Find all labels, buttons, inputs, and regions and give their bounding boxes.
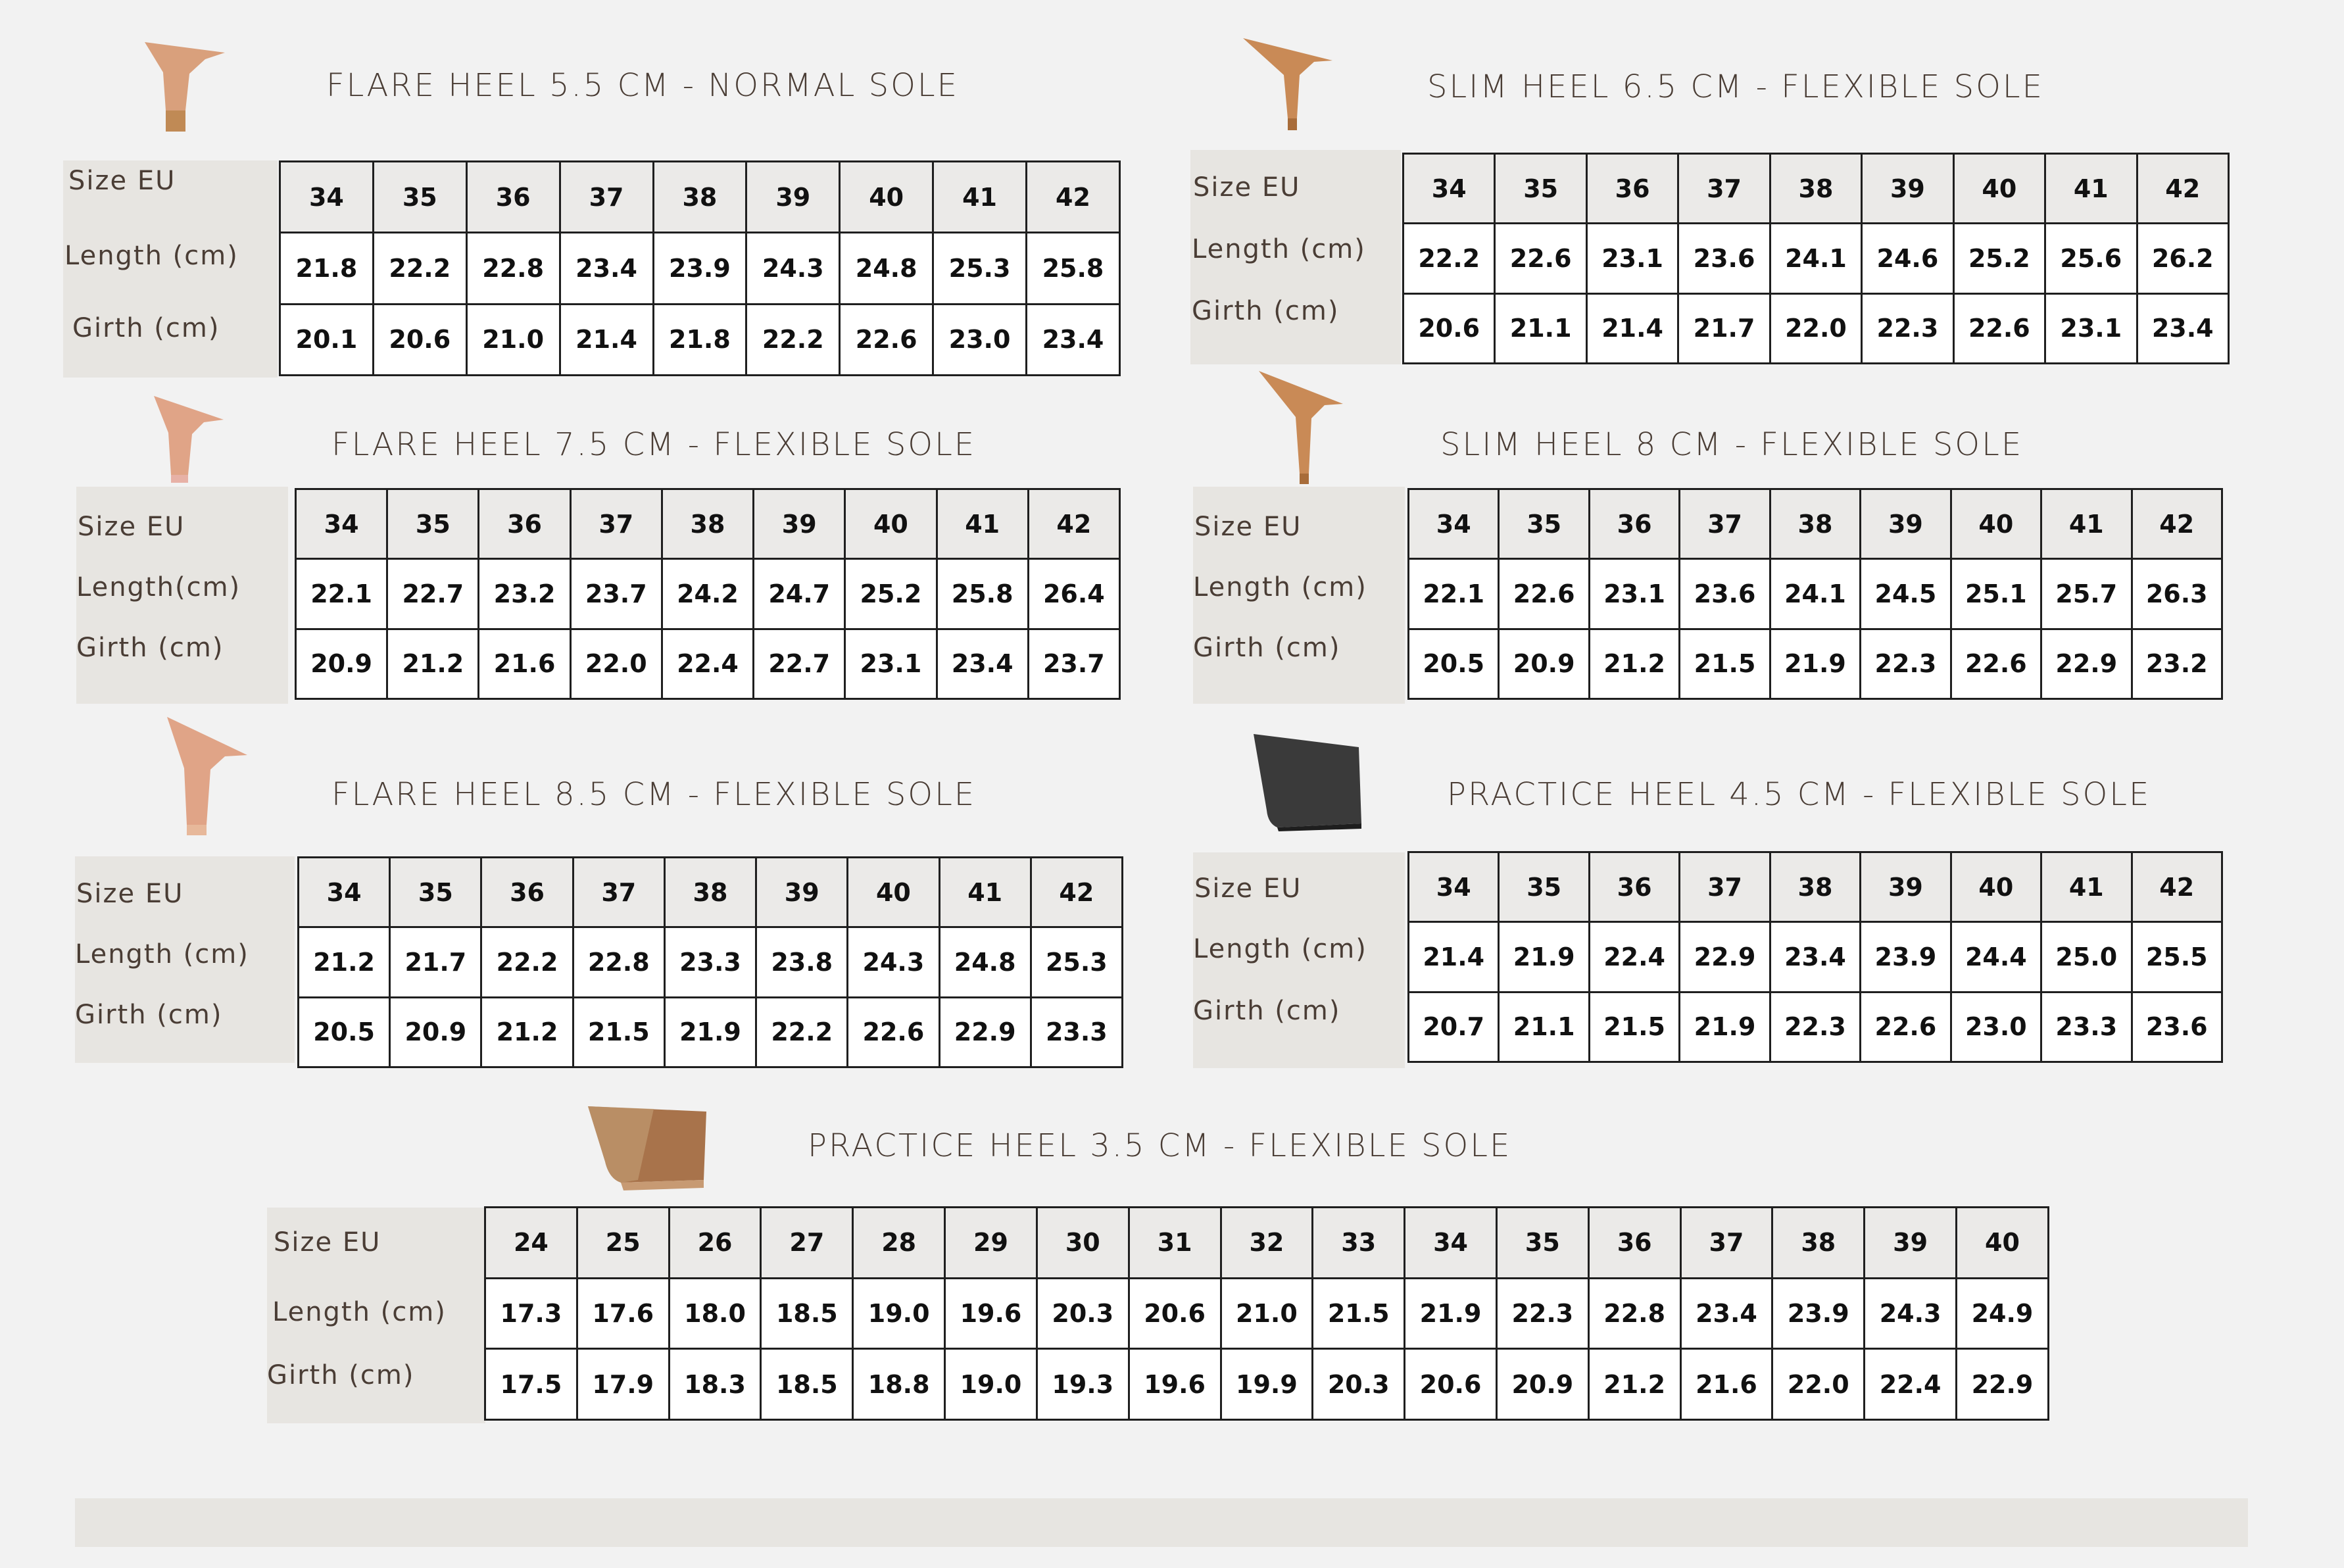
length-cell: 24.6 [1862, 224, 1953, 293]
size-table [295, 488, 1121, 700]
size-cell: 42 [2137, 154, 2229, 224]
size-cell: 35 [373, 162, 466, 233]
size-cell: 30 [1037, 1208, 1129, 1279]
size-cell: 25 [577, 1208, 669, 1279]
girth-cell: 22.6 [840, 304, 933, 375]
girth-cell: 18.8 [853, 1349, 945, 1420]
size-cell: 36 [1589, 852, 1679, 922]
length-cell: 25.5 [2132, 922, 2222, 992]
size-cell: 26 [669, 1208, 761, 1279]
length-cell: 24.1 [1770, 224, 1861, 293]
heel-title: FLARE HEEL 8.5 CM - FLEXIBLE SOLE [331, 776, 977, 813]
length-cell: 23.1 [1586, 224, 1678, 293]
length-label: Length (cm) [1193, 934, 1367, 964]
size-cell: 40 [840, 162, 933, 233]
size-cell: 29 [945, 1208, 1037, 1279]
girth-cell: 23.1 [2045, 293, 2137, 363]
girth-cell: 22.6 [1861, 992, 1951, 1062]
heel-title: PRACTICE HEEL 3.5 CM - FLEXIBLE SOLE [808, 1127, 1512, 1164]
girth-cell: 21.9 [1680, 992, 1770, 1062]
length-cell: 23.1 [1589, 559, 1679, 629]
girth-cell: 23.4 [937, 629, 1028, 698]
length-cell: 25.3 [933, 233, 1027, 304]
size-cell: 34 [1409, 489, 1499, 559]
girth-cell: 22.6 [1953, 293, 2045, 363]
size-cell: 33 [1313, 1208, 1405, 1279]
length-cell: 23.2 [479, 559, 570, 629]
size-eu-label: Size EU [274, 1227, 381, 1258]
heel-title: FLARE HEEL 5.5 CM - NORMAL SOLE [326, 67, 959, 104]
length-cell: 22.9 [1680, 922, 1770, 992]
size-table [484, 1206, 2049, 1421]
girth-row [1404, 293, 2229, 363]
size-cell: 40 [1951, 489, 2041, 559]
size-cell: 35 [1499, 852, 1589, 922]
size-cell: 34 [299, 858, 390, 927]
length-cell: 17.3 [485, 1278, 577, 1349]
size-cell: 37 [573, 858, 664, 927]
size-cell: 39 [1865, 1208, 1957, 1279]
flare-heel-icon [162, 714, 251, 838]
size-cell: 42 [2132, 489, 2222, 559]
practice-heel-icon [1251, 731, 1367, 831]
size-cell: 37 [1680, 852, 1770, 922]
girth-cell: 20.9 [1496, 1349, 1588, 1420]
size-cell: 41 [937, 489, 1028, 559]
size-cell: 38 [653, 162, 746, 233]
girth-label: Girth (cm) [72, 313, 220, 343]
length-cell: 24.7 [754, 559, 845, 629]
length-cell: 25.7 [2041, 559, 2132, 629]
length-label: Length (cm) [272, 1297, 447, 1327]
girth-label: Girth (cm) [76, 633, 224, 663]
girth-cell: 21.6 [479, 629, 570, 698]
girth-cell: 23.1 [845, 629, 937, 698]
length-cell: 22.8 [573, 927, 664, 997]
girth-cell: 21.1 [1495, 293, 1586, 363]
girth-cell: 20.5 [1409, 629, 1499, 698]
length-cell: 22.1 [296, 559, 387, 629]
length-cell: 19.6 [945, 1278, 1037, 1349]
length-cell: 24.9 [1957, 1278, 2049, 1349]
length-cell: 22.6 [1499, 559, 1589, 629]
length-cell: 25.0 [2041, 922, 2132, 992]
girth-cell: 23.4 [1027, 304, 1120, 375]
size-table [297, 856, 1123, 1068]
size-cell: 27 [761, 1208, 853, 1279]
heel-title: SLIM HEEL 6.5 CM - FLEXIBLE SOLE [1427, 68, 2044, 105]
length-cell: 22.8 [466, 233, 560, 304]
girth-cell: 22.0 [570, 629, 662, 698]
length-cell: 25.2 [845, 559, 937, 629]
size-cell: 38 [1770, 852, 1860, 922]
length-cell: 24.8 [939, 927, 1031, 997]
length-label: Length (cm) [1192, 234, 1366, 264]
length-cell: 23.3 [664, 927, 756, 997]
size-eu-label: Size EU [1194, 512, 1302, 542]
size-cell: 36 [466, 162, 560, 233]
girth-cell: 22.2 [746, 304, 840, 375]
length-cell: 19.0 [853, 1278, 945, 1349]
girth-cell: 22.2 [756, 997, 848, 1067]
size-cell: 34 [1405, 1208, 1497, 1279]
length-cell: 21.9 [1405, 1278, 1497, 1349]
length-cell: 24.3 [746, 233, 840, 304]
girth-cell: 22.4 [1865, 1349, 1957, 1420]
girth-cell: 23.3 [1031, 997, 1122, 1067]
girth-cell: 23.0 [1951, 992, 2041, 1062]
length-row [1409, 922, 2222, 992]
size-cell: 40 [1957, 1208, 2049, 1279]
length-row [485, 1278, 2049, 1349]
girth-label: Girth (cm) [267, 1360, 415, 1390]
girth-cell: 19.6 [1129, 1349, 1221, 1420]
size-cell: 36 [1586, 154, 1678, 224]
size-cell: 42 [1028, 489, 1119, 559]
size-cell: 24 [485, 1208, 577, 1279]
length-cell: 23.6 [1680, 559, 1770, 629]
girth-cell: 20.1 [280, 304, 374, 375]
heel-title: PRACTICE HEEL 4.5 CM - FLEXIBLE SOLE [1447, 776, 2151, 813]
size-table [279, 160, 1121, 376]
size-cell: 37 [560, 162, 653, 233]
size-cell: 40 [1953, 154, 2045, 224]
size-eu-label: Size EU [76, 879, 184, 909]
size-row [280, 162, 1120, 233]
size-cell: 40 [848, 858, 939, 927]
girth-cell: 18.3 [669, 1349, 761, 1420]
length-cell: 24.4 [1951, 922, 2041, 992]
length-cell: 21.0 [1221, 1278, 1313, 1349]
girth-cell: 21.2 [1588, 1349, 1680, 1420]
girth-cell: 21.0 [466, 304, 560, 375]
size-row [296, 489, 1120, 559]
girth-cell: 19.3 [1037, 1349, 1129, 1420]
length-cell: 25.8 [1027, 233, 1120, 304]
size-row [299, 858, 1123, 927]
length-label: Length (cm) [1193, 572, 1367, 602]
length-row [1409, 559, 2222, 629]
size-cell: 38 [1772, 1208, 1865, 1279]
flare-heel-icon [139, 39, 232, 135]
girth-row [1409, 992, 2222, 1062]
size-row [1404, 154, 2229, 224]
size-cell: 40 [845, 489, 937, 559]
length-cell: 26.4 [1028, 559, 1119, 629]
girth-cell: 17.5 [485, 1349, 577, 1420]
girth-cell: 22.0 [1770, 293, 1861, 363]
size-cell: 39 [1862, 154, 1953, 224]
girth-cell: 21.5 [573, 997, 664, 1067]
girth-cell: 20.6 [373, 304, 466, 375]
size-cell: 41 [933, 162, 1027, 233]
size-cell: 35 [1499, 489, 1589, 559]
size-cell: 32 [1221, 1208, 1313, 1279]
length-cell: 22.2 [481, 927, 573, 997]
length-cell: 18.0 [669, 1278, 761, 1349]
size-cell: 36 [481, 858, 573, 927]
size-table [1407, 488, 2223, 700]
girth-cell: 17.9 [577, 1349, 669, 1420]
size-row [1409, 489, 2222, 559]
girth-cell: 21.9 [664, 997, 756, 1067]
size-cell: 37 [1678, 154, 1770, 224]
size-cell: 41 [939, 858, 1031, 927]
girth-label: Girth (cm) [1193, 633, 1341, 663]
length-cell: 25.3 [1031, 927, 1122, 997]
girth-cell: 21.2 [387, 629, 479, 698]
length-cell: 20.3 [1037, 1278, 1129, 1349]
size-cell: 28 [853, 1208, 945, 1279]
size-cell: 38 [664, 858, 756, 927]
size-cell: 39 [1861, 489, 1951, 559]
girth-cell: 21.7 [1678, 293, 1770, 363]
size-cell: 39 [754, 489, 845, 559]
length-cell: 20.6 [1129, 1278, 1221, 1349]
length-cell: 22.2 [1404, 224, 1495, 293]
girth-row [280, 304, 1120, 375]
length-cell: 21.5 [1313, 1278, 1405, 1349]
size-eu-label: Size EU [1193, 172, 1301, 203]
length-cell: 24.2 [662, 559, 753, 629]
slim-heel-icon [1240, 34, 1339, 133]
size-cell: 31 [1129, 1208, 1221, 1279]
size-cell: 42 [2132, 852, 2222, 922]
size-eu-label: Size EU [78, 512, 185, 542]
girth-cell: 23.7 [1028, 629, 1119, 698]
girth-cell: 22.9 [939, 997, 1031, 1067]
girth-cell: 20.9 [390, 997, 481, 1067]
slim-heel-icon [1255, 368, 1347, 485]
length-cell: 23.7 [570, 559, 662, 629]
length-label: Length(cm) [76, 572, 241, 602]
size-table [1402, 153, 2230, 364]
girth-row [1409, 629, 2222, 698]
size-cell: 41 [2041, 852, 2132, 922]
girth-cell: 22.3 [1862, 293, 1953, 363]
length-cell: 22.2 [373, 233, 466, 304]
length-cell: 23.4 [560, 233, 653, 304]
girth-cell: 20.6 [1405, 1349, 1497, 1420]
size-cell: 41 [2045, 154, 2137, 224]
girth-cell: 20.7 [1409, 992, 1499, 1062]
size-cell: 42 [1027, 162, 1120, 233]
girth-cell: 21.9 [1770, 629, 1860, 698]
length-cell: 26.2 [2137, 224, 2229, 293]
size-cell: 37 [1680, 1208, 1772, 1279]
girth-row [485, 1349, 2049, 1420]
girth-cell: 21.5 [1589, 992, 1679, 1062]
size-cell: 38 [1770, 489, 1860, 559]
length-cell: 24.1 [1770, 559, 1860, 629]
length-cell: 21.7 [390, 927, 481, 997]
girth-cell: 19.0 [945, 1349, 1037, 1420]
girth-cell: 22.6 [848, 997, 939, 1067]
length-cell: 26.3 [2132, 559, 2222, 629]
girth-cell: 21.4 [560, 304, 653, 375]
girth-label: Girth (cm) [1192, 296, 1340, 326]
length-cell: 21.4 [1409, 922, 1499, 992]
length-cell: 25.2 [1953, 224, 2045, 293]
practice-heel-icon [585, 1102, 710, 1192]
length-cell: 23.4 [1680, 1278, 1772, 1349]
girth-row [299, 997, 1123, 1067]
size-cell: 34 [1409, 852, 1499, 922]
girth-cell: 20.9 [1499, 629, 1589, 698]
size-cell: 39 [746, 162, 840, 233]
size-eu-label: Size EU [68, 166, 176, 196]
size-cell: 34 [280, 162, 374, 233]
size-cell: 40 [1951, 852, 2041, 922]
length-cell: 23.9 [1861, 922, 1951, 992]
girth-cell: 19.9 [1221, 1349, 1313, 1420]
girth-label: Girth (cm) [75, 1000, 223, 1030]
girth-cell: 22.0 [1772, 1349, 1865, 1420]
size-cell: 35 [1495, 154, 1586, 224]
girth-cell: 21.5 [1680, 629, 1770, 698]
length-row [280, 233, 1120, 304]
size-cell: 41 [2041, 489, 2132, 559]
girth-cell: 22.9 [2041, 629, 2132, 698]
size-cell: 37 [570, 489, 662, 559]
girth-row [296, 629, 1120, 698]
size-cell: 38 [662, 489, 753, 559]
heel-title: FLARE HEEL 7.5 CM - FLEXIBLE SOLE [331, 426, 977, 463]
length-cell: 22.1 [1409, 559, 1499, 629]
length-cell: 22.6 [1495, 224, 1586, 293]
girth-cell: 23.3 [2041, 992, 2132, 1062]
girth-cell: 21.2 [1589, 629, 1679, 698]
size-cell: 36 [1588, 1208, 1680, 1279]
girth-cell: 21.1 [1499, 992, 1589, 1062]
girth-label: Girth (cm) [1193, 996, 1341, 1026]
heel-title: SLIM HEEL 8 CM - FLEXIBLE SOLE [1440, 426, 2024, 463]
size-cell: 35 [387, 489, 479, 559]
length-cell: 22.4 [1589, 922, 1679, 992]
length-cell: 24.5 [1861, 559, 1951, 629]
girth-cell: 21.6 [1680, 1349, 1772, 1420]
length-cell: 21.8 [280, 233, 374, 304]
girth-cell: 20.3 [1313, 1349, 1405, 1420]
girth-cell: 20.9 [296, 629, 387, 698]
length-cell: 21.2 [299, 927, 390, 997]
girth-cell: 23.0 [933, 304, 1027, 375]
size-cell: 34 [296, 489, 387, 559]
length-cell: 24.3 [1865, 1278, 1957, 1349]
length-cell: 23.8 [756, 927, 848, 997]
size-cell: 34 [1404, 154, 1495, 224]
girth-cell: 22.3 [1861, 629, 1951, 698]
girth-cell: 22.3 [1770, 992, 1860, 1062]
length-cell: 23.4 [1770, 922, 1860, 992]
size-cell: 35 [390, 858, 481, 927]
size-cell: 39 [1861, 852, 1951, 922]
girth-cell: 20.6 [1404, 293, 1495, 363]
length-cell: 24.8 [840, 233, 933, 304]
girth-cell: 23.2 [2132, 629, 2222, 698]
length-cell: 23.9 [653, 233, 746, 304]
girth-cell: 23.4 [2137, 293, 2229, 363]
size-row [1409, 852, 2222, 922]
length-cell: 23.9 [1772, 1278, 1865, 1349]
size-cell: 36 [1589, 489, 1679, 559]
girth-cell: 22.4 [662, 629, 753, 698]
length-label: Length (cm) [64, 241, 239, 271]
girth-cell: 18.5 [761, 1349, 853, 1420]
length-cell: 25.6 [2045, 224, 2137, 293]
length-cell: 22.7 [387, 559, 479, 629]
girth-cell: 21.8 [653, 304, 746, 375]
length-cell: 24.3 [848, 927, 939, 997]
size-eu-label: Size EU [1194, 873, 1302, 904]
length-row [299, 927, 1123, 997]
length-row [1404, 224, 2229, 293]
flare-heel-icon [150, 393, 228, 485]
size-cell: 42 [1031, 858, 1122, 927]
footer-bar [75, 1498, 2248, 1547]
girth-cell: 22.6 [1951, 629, 2041, 698]
length-cell: 21.9 [1499, 922, 1589, 992]
length-cell: 18.5 [761, 1278, 853, 1349]
size-cell: 38 [1770, 154, 1861, 224]
size-table [1407, 851, 2223, 1063]
girth-cell: 22.9 [1957, 1349, 2049, 1420]
length-cell: 25.1 [1951, 559, 2041, 629]
size-cell: 35 [1496, 1208, 1588, 1279]
length-label: Length (cm) [75, 939, 249, 969]
size-cell: 37 [1680, 489, 1770, 559]
length-cell: 25.8 [937, 559, 1028, 629]
length-cell: 17.6 [577, 1278, 669, 1349]
girth-cell: 21.2 [481, 997, 573, 1067]
length-cell: 22.3 [1496, 1278, 1588, 1349]
girth-cell: 23.6 [2132, 992, 2222, 1062]
girth-cell: 20.5 [299, 997, 390, 1067]
size-cell: 39 [756, 858, 848, 927]
length-row [296, 559, 1120, 629]
length-cell: 23.6 [1678, 224, 1770, 293]
girth-cell: 22.7 [754, 629, 845, 698]
girth-cell: 21.4 [1586, 293, 1678, 363]
length-cell: 22.8 [1588, 1278, 1680, 1349]
size-row [485, 1208, 2049, 1279]
size-cell: 36 [479, 489, 570, 559]
